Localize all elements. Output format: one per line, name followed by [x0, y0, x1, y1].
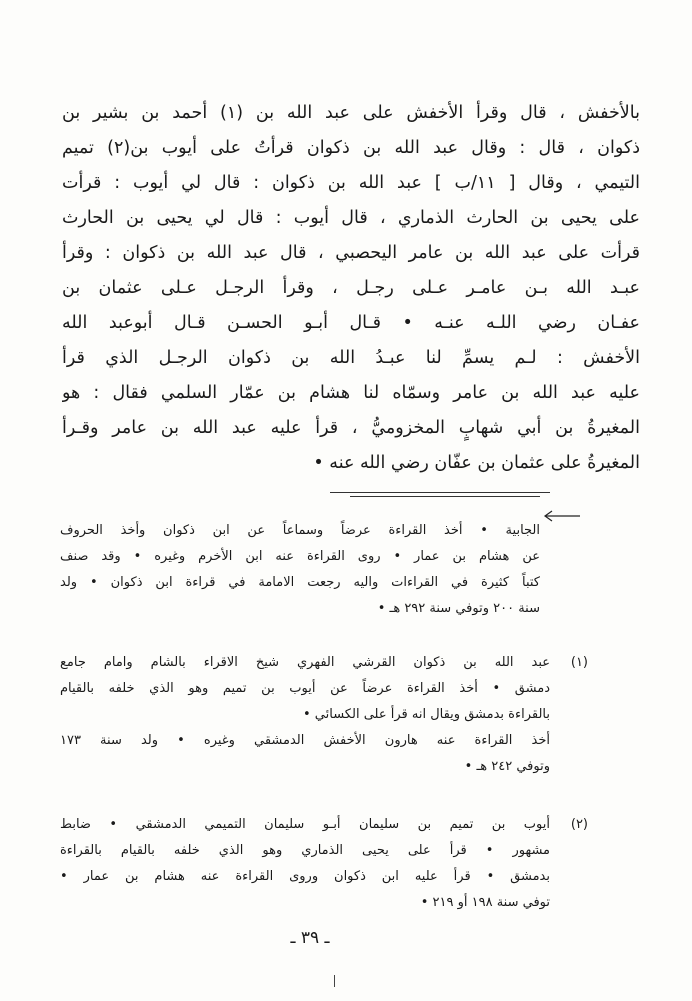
footnote-line: عن هشام بن عمار • روى القراءة عنه ابن الأخرم وغيره • وقد صنف [60, 549, 540, 564]
footnote-1 [60, 650, 550, 780]
footnote-line: بالقراءة بدمشق ويقال انه قرأ على الكسائي • [303, 707, 550, 722]
page-number: ـ ٣٩ ـ [290, 928, 330, 948]
footnote-line: الجابية • أخذ القراءة عرضاً وسماعاً عن ابن ذكوان وأخذ الحروف [60, 523, 540, 538]
footnote-line: سنة ٢٠٠ وتوفي سنة ٢٩٢ هـ • [377, 601, 540, 616]
footnote-line: أخذ القراءة عنه هارون الأخفش الدمشقي وغيره • ولد سنة ١٧٣ [60, 733, 550, 748]
body-line: عبـد الله بـن عامـر عـلى رجـل ، وقرأ الرجـل عـلى عثمان بن [62, 278, 640, 298]
footnote-line: كتباً كثيرة في القراءات واليه رجعت الامامة في قراءة ابن ذكوان • ولد [60, 575, 540, 590]
continuation-arrow-icon [542, 509, 582, 523]
body-line: عليه عبد الله بن عامر وسمّاه لنا هشام بن عمّار السلمي فقال : هو [62, 383, 640, 403]
footnote-continuation [60, 518, 540, 622]
footnote-line: بدمشق • قرأ عليه ابن ذكوان وروى القراءة عنه هشام بن عمار • [60, 869, 550, 884]
scan-mark [334, 975, 335, 987]
body-line: عفـان رضي اللـه عنـه • قـال أبـو الحسـن قـال أبوعبد الله [62, 313, 640, 333]
body-line: المغيرةُ على عثمان بن عفّان رضي الله عنه • [313, 453, 640, 473]
body-line: ذكوان ، قال : وقال عبد الله بن ذكوان قرأتُ على أيوب بن(٢) تميم [62, 138, 640, 158]
footnote-line: وتوفي ٢٤٢ هـ • [464, 759, 550, 774]
body-line: المغيرةُ بن أبي شهابٍ المخزوميُّ ، قرأ عليه عبد الله بن عامر وقـرأ [62, 418, 640, 438]
body-line: على يحيى بن الحارث الذماري ، قال أيوب : قال لي يحيى بن الحارث [62, 208, 640, 228]
body-line: بالأخفش ، قال وقرأ الأخفش على عبد الله بن (١) أحمد بن بشير بن [62, 103, 640, 123]
main-body-text [62, 96, 640, 481]
footnote-line: عبد الله بن ذكوان القرشي الفهري شيخ الاقراء بالشام وامام جامع [60, 655, 550, 670]
footnote-number: (١) [570, 655, 588, 670]
footnote-2 [60, 812, 550, 916]
footnote-line: أيوب بن تميم بن سليمان أبـو سليمان التميمي الدمشقي • ضابط [60, 817, 550, 832]
footnote-line: توفي سنة ١٩٨ أو ٢١٩ • [420, 895, 550, 910]
body-line: الأخفش : لـم يسمِّ لنا عبـدُ الله بن ذكوان الرجـل الذي قرأ [62, 348, 640, 368]
footnote-line: مشهور • قرأ على يحيى الذماري وهو الذي خلفه بالقيام بالقراءة [60, 843, 550, 858]
body-line: التيمي ، وقال [ ١١/ب ] عبد الله بن ذكوان : قال لي أيوب : قرأت [62, 173, 640, 193]
footnote-separator [330, 492, 550, 502]
footnote-number: (٢) [570, 817, 588, 832]
footnote-line: دمشق • أخذ القراءة عرضاً عن أيوب بن تميم وهو الذي خلفه بالقيام [60, 681, 550, 696]
body-line: قرأت على عبد الله بن عامر اليحصبي ، قال عبد الله بن ذكوان : وقرأ [62, 243, 640, 263]
